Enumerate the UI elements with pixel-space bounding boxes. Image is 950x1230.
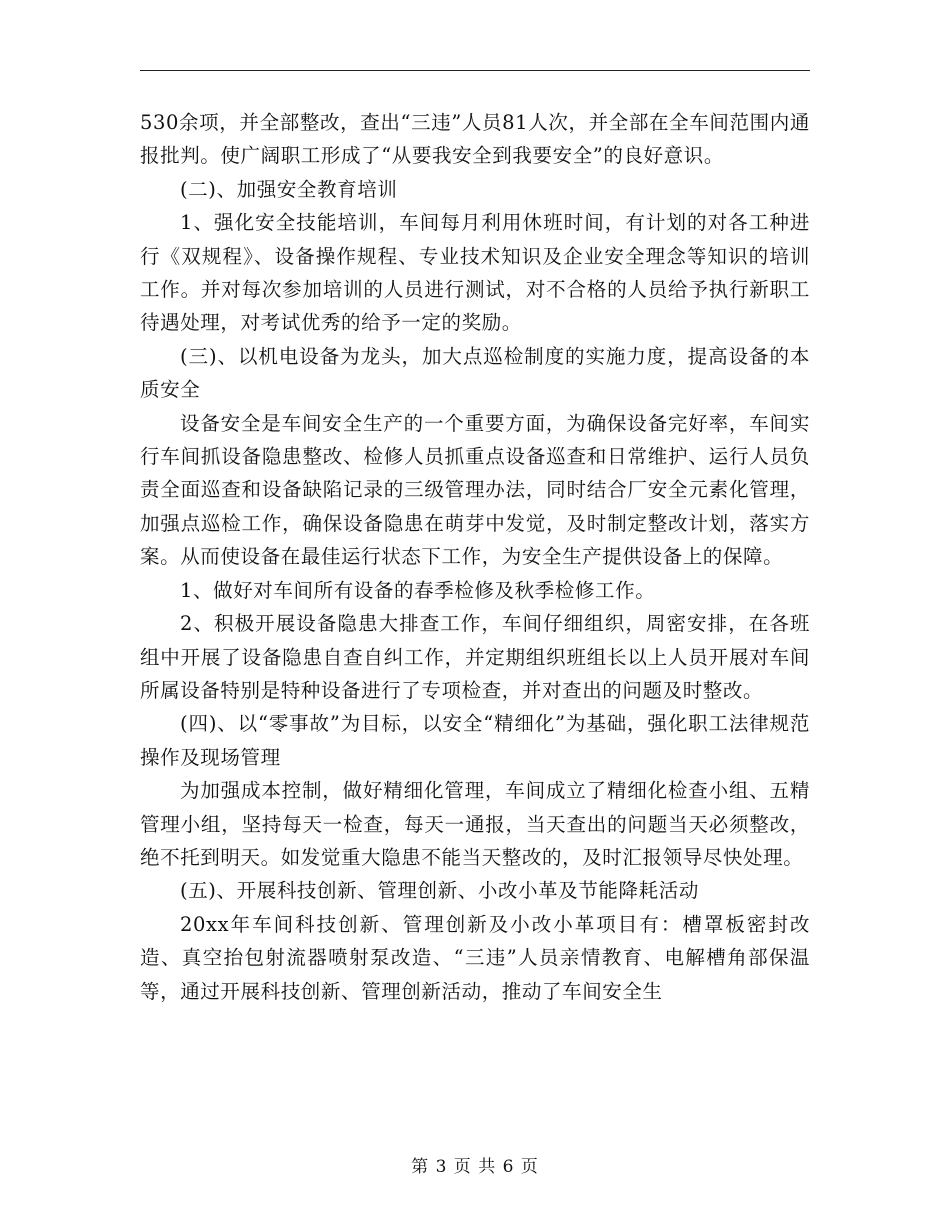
paragraph-equipment-safety: 设备安全是车间安全生产的一个重要方面，为确保设备完好率，车间实行车间抓设备隐患整改、检修人员抓重点设备巡查和日常维护、运行人员负责全面巡查和设备缺陷记录的三级管理办法，同时结合厂安全元素化管理，加强点巡检工作，确保设备隐患在萌芽中发觉，及时制定整改计划，落实方案。从而使设备在最佳运行状态下工作，为安全生产提供设备上的保障。 (140, 411, 810, 569)
section-heading-3: (三)、以机电设备为龙头，加大点巡检制度的实施力度，提高设备的本质安全 (140, 344, 810, 402)
page-number: 第 3 页 共 6 页 (411, 1157, 539, 1177)
paragraph-innovation: 20xx年车间科技创新、管理创新及小改小革项目有：槽罩板密封改造、真空抬包射流器喷射泵改造、“三违”人员亲情教育、电解槽角部保温等，通过开展科技创新、管理创新活动，推动了车间安全生 (140, 912, 810, 1003)
section-heading-4: (四)、以“零事故”为目标，以安全“精细化”为基础，强化职工法律规范操作及现场管理 (140, 712, 810, 769)
header-rule (140, 70, 810, 71)
section-heading-2: (二)、加强安全教育培训 (180, 177, 398, 201)
document-body (140, 106, 810, 1008)
paragraph-training: 1、强化安全技能培训，车间每月利用休班时间，有计划的对各工种进行《双规程》、设备操作规程、专业技术知识及企业安全理念等知识的培训工作。并对每次参加培训的人员进行测试，对不合格的人员给予执行新职工待遇处理，对考试优秀的给予一定的奖励。 (140, 211, 810, 335)
paragraph-hazard-check: 2、积极开展设备隐患大排查工作，车间仔细组织，周密安排，在各班组中开展了设备隐患自查自纠工作，并定期组织班组长以上人员开展对车间所属设备特别是特种设备进行了专项检查，并对查出的问题及时整改。 (140, 612, 810, 702)
section-heading-5: (五)、开展科技创新、管理创新、小改小革及节能降耗活动 (180, 879, 699, 903)
paragraph-maintenance: 1、做好对车间所有设备的春季检修及秋季检修工作。 (180, 578, 656, 602)
paragraph-cost-control: 为加强成本控制，做好精细化管理，车间成立了精细化检查小组、五精管理小组，坚持每天一检查，每天一通报，当天查出的问题当天必须整改，绝不托到明天。如发觉重大隐患不能当天整改的，及时汇报领导尽快处理。 (140, 779, 810, 869)
paragraph-1: 530余项，并全部整改，查出“三违”人员81人次，并全部在全车间范围内通报批判。使广阔职工形成了“从要我安全到我要安全”的良好意识。 (140, 111, 810, 168)
